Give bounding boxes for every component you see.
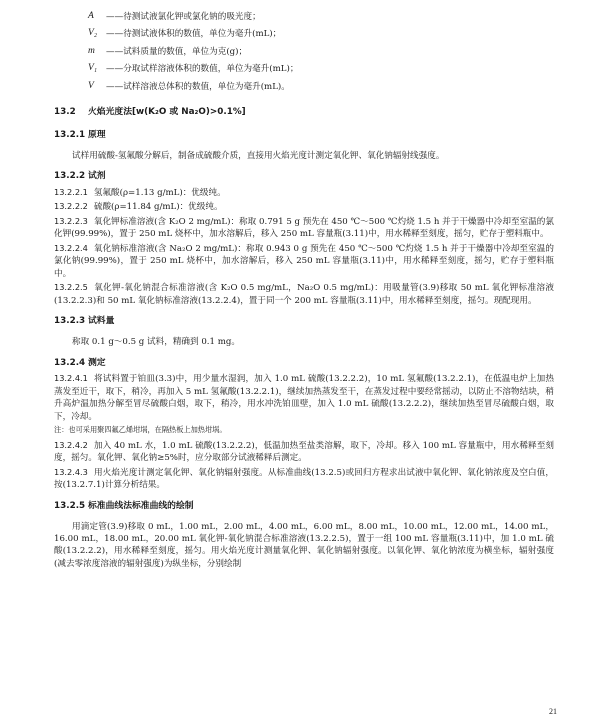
- section-heading-13-2-4: [54, 354, 554, 371]
- item-number: 13.2.4.2: [54, 439, 88, 450]
- note-label: 注：: [54, 425, 69, 435]
- section-title: 标准曲线法标准曲线的绘制: [88, 500, 194, 511]
- section-heading-13-2-3: [54, 313, 554, 330]
- definition-row: [54, 26, 554, 44]
- item-text: 将试料置于铂皿(3.3)中，用少量水湿润，加入 1.0 mL 硫酸(13.2.2.2)，10 mL 氢氟酸(13.2.2.1)，在低温电炉上加热蒸发至近干，取下，稍冷，再加入 5 mL 氢氟酸(13.2.2.1)，继续加热蒸发至干，在蒸发过程中要经常摇动，以防止不溶物结块，稍升高炉温加热分解至冒尽硫酸白烟，取下，稍冷，用水冲洗铂皿壁，加入 1.0 mL 硫酸(13.2.2.2)，继续加热至冒尽硫酸白烟，取下，冷却。: [54, 374, 554, 422]
- reagent-item: [54, 243, 554, 280]
- item-number: 13.2.4.3: [54, 466, 88, 477]
- section-title: 试料量: [88, 316, 115, 327]
- definition-symbol: V₂: [88, 28, 98, 39]
- symbol-definitions: [54, 8, 554, 96]
- item-text: 氧化钾标准溶液(含 K₂O 2 mg/mL)：称取 0.791 5 g 预先在 450 ℃～500 ℃灼烧 1.5 h 并于干燥器中冷却至室温的氯化钾(99.99%)，置于 250 mL 烧杯中，加水溶解后，移入 250 mL 容量瓶(3.11)中，用水稀释至刻度，摇匀，贮存于塑料瓶中。: [54, 216, 554, 240]
- item-number: 13.2.2.3: [54, 215, 88, 226]
- definition-text: ——试料质量的数值，单位为克(g)；: [106, 46, 248, 57]
- note-text: 也可采用聚四氟乙烯坩埚，在隔热板上加热坩埚。: [68, 425, 227, 435]
- definition-row: [54, 43, 554, 61]
- procedure-steps: [54, 373, 554, 491]
- document-content: [54, 8, 554, 572]
- item-text: 硫酸(ρ=11.84 g/mL)：优级纯。: [93, 202, 223, 213]
- definition-text: ——待测试液氯化钾或氯化钠的吸光度；: [106, 11, 261, 22]
- definition-symbol: m: [88, 45, 95, 56]
- item-number: 13.2.2.4: [54, 242, 88, 253]
- item-text: 氧化钾-氧化钠混合标准溶液(含 K₂O 0.5 mg/mL，Na₂O 0.5 mg/mL)：用吸量管(3.9)移取 50 mL 氧化钾标准溶液(13.2.2.3)和 50 mL 氧化钠标准溶液(13.2.2.4)，置于同一个 200 mL 容量瓶(3.11)中，用水稀释至刻度，摇匀。现配现用。: [54, 283, 554, 306]
- item-number: 13.2.2.2: [54, 201, 88, 212]
- section-title: 原理: [88, 129, 106, 140]
- principle-paragraph: 试样用硫酸-氢氟酸分解后，制备成硫酸介质，直接用火焰光度计测定氧化钾、氧化钠辐射线强度。: [72, 150, 445, 161]
- reagent-item: [54, 187, 554, 199]
- definition-row: [54, 61, 554, 79]
- reagent-item: [54, 201, 554, 213]
- definition-text: ——试样溶液总体积的数值，单位为毫升(mL)。: [106, 81, 290, 92]
- section-number: 13.2.1: [54, 129, 86, 140]
- section-number: 13.2: [54, 106, 76, 117]
- calibration-paragraph: 用滴定管(3.9)移取 0 mL，1.00 mL，2.00 mL，4.00 mL，6.00 mL，8.00 mL，10.00 mL，12.00 mL，14.00 mL，16.00 mL，18.00 mL，20.00 mL 氧化钾-氧化钠混合标准溶液(13.2.2.5)，置于一组 100 mL 容量瓶(3.11)中，加 1.0 mL 硫酸(13.2.2.2)，用水稀释至刻度，摇匀。用火焰光度计测量氧化钾、氧化钠辐射强度。以氧化钾、氧化钠浓度为横坐标，辐射强度(减去零浓度溶液的辐射强度)为纵坐标，分别绘制: [54, 521, 554, 569]
- procedure-note: [54, 425, 554, 435]
- definition-symbol: V: [88, 80, 94, 91]
- section-title: 试剂: [88, 171, 106, 182]
- page-number: 21: [549, 707, 557, 717]
- section-number: 13.2.3: [54, 316, 86, 327]
- item-text: 氧化钠标准溶液(含 Na₂O 2 mg/mL)：称取 0.943 0 g 预先在 450 ℃～500 ℃灼烧 1.5 h 并于干燥器中冷却至室温的氯化钠(99.99%)，置于 250 mL 烧杯中，加水溶解后，移入 250 mL 容量瓶(3.11)中，用水稀释至刻度，摇匀，贮存于塑料瓶中。: [54, 243, 554, 279]
- section-heading-13-2: [54, 104, 554, 121]
- item-number: 13.2.2.1: [54, 186, 88, 197]
- reagent-item: [54, 282, 554, 307]
- procedure-step: [54, 467, 554, 492]
- section-number: 13.2.2: [54, 171, 86, 182]
- section-number: 13.2.5: [54, 500, 86, 511]
- procedure-step: [54, 440, 554, 465]
- section-title: 测定: [88, 357, 106, 368]
- definition-symbol: V₁: [88, 63, 98, 74]
- section-heading-13-2-1: [54, 127, 554, 144]
- item-number: 13.2.2.5: [54, 282, 88, 293]
- definition-row: [54, 78, 554, 96]
- sample-amount-paragraph: 称取 0.1 g～0.5 g 试料，精确到 0.1 mg。: [72, 337, 240, 348]
- definition-symbol: A: [88, 10, 94, 21]
- item-text: 加入 40 mL 水，1.0 mL 硫酸(13.2.2.2)，低温加热至盐类溶解，取下，冷却。移入 100 mL 容量瓶中，用水稀释至刻度，摇匀。氧化钾、氧化钠≥5%时，应分取部分试液稀释后测定。: [54, 440, 554, 464]
- definition-text: ——待测试液体积的数值，单位为毫升(mL)；: [106, 29, 282, 40]
- reagent-item: [54, 216, 554, 241]
- item-text: 氢氟酸(ρ=1.13 g/mL)：优级纯。: [93, 187, 226, 198]
- section-number: 13.2.4: [54, 357, 86, 368]
- item-text: 用火焰光度计测定氧化钾、氧化钠辐射强度。从标准曲线(13.2.5)或回归方程求出试液中氧化钾、氧化钠浓度及空白值，按(13.2.7.1)计算分析结果。: [54, 467, 554, 491]
- item-number: 13.2.4.1: [54, 373, 88, 384]
- section-title: 火焰光度法[w(K₂O 或 Na₂O)>0.1%]: [88, 106, 246, 117]
- procedure-step: [54, 373, 554, 423]
- section-heading-13-2-2: [54, 168, 554, 185]
- reagent-list: [54, 187, 554, 307]
- definition-row: [54, 8, 554, 26]
- definition-text: ——分取试样溶液体积的数值，单位为毫升(mL)；: [106, 64, 299, 75]
- section-heading-13-2-5: [54, 498, 554, 515]
